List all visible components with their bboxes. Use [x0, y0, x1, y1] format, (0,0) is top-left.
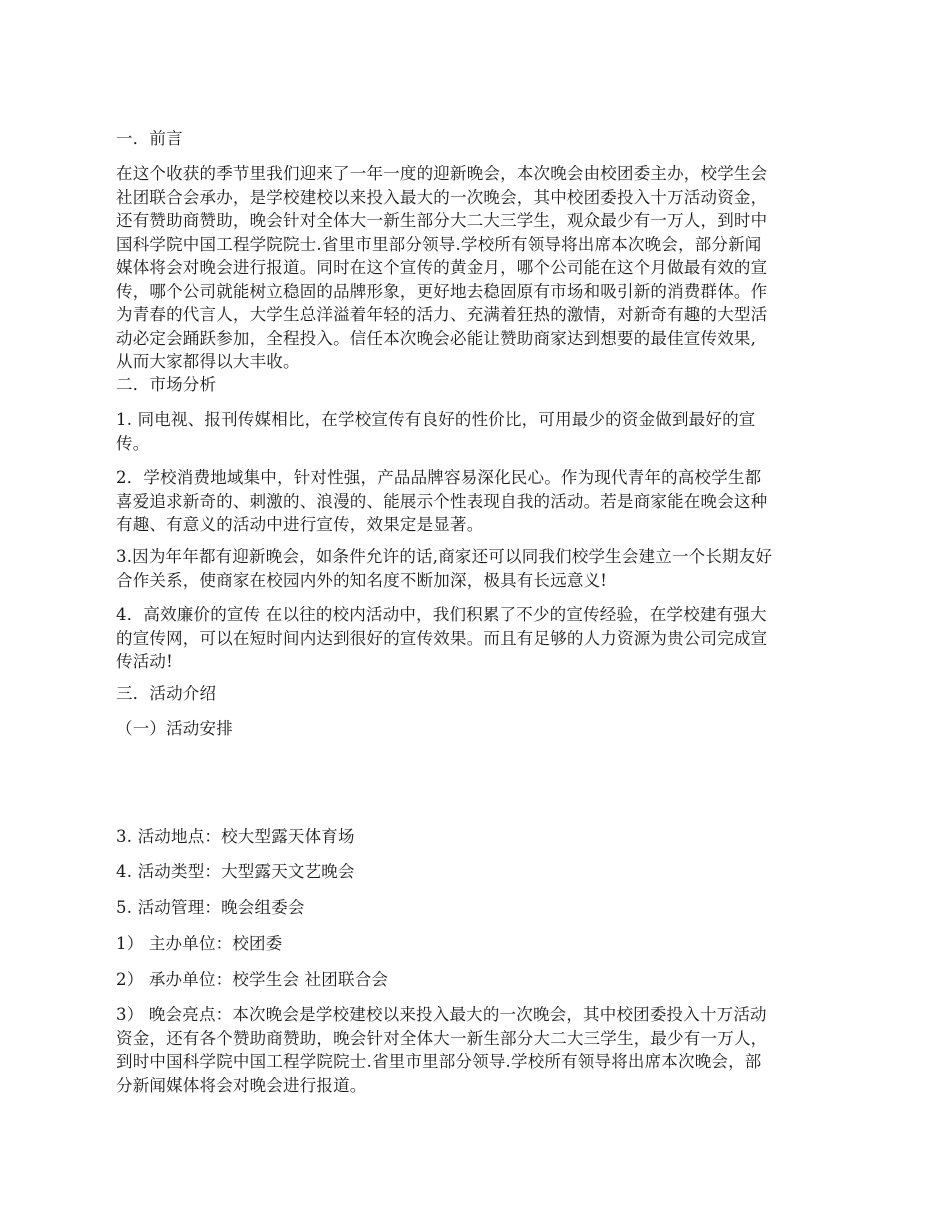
co-organizer: 2） 承办单位：校学生会 社团联合会: [116, 970, 389, 989]
market-point-1: 1. 同电视、报刊传媒相比，在学校宣传有良好的性价比，可用最少的资金做到最好的宣 传。: [116, 410, 756, 453]
market-point-3: 3.因为年年都有迎新晚会，如条件允许的话,商家还可以同我们校学生会建立一个长期友好 合作关系，使商家在校园内外的知名度不断加深，极具有长远意义!: [116, 547, 773, 590]
activity-management: 5. 活动管理：晚会组委会: [116, 898, 305, 917]
section-heading-market-analysis: 二．市场分析: [116, 375, 217, 394]
market-point-2: 2．学校消费地域集中，针对性强，产品品牌容易深化民心。作为现代青年的高校学生都 喜爱追求新奇的、刺激的、浪漫的、能展示个性表现自我的活动。若是商家能在晚会这种 有趣、有意义的活动中进行宣传，效果定是显著。: [116, 468, 768, 534]
market-point-4: 4．高效廉价的宣传 在以往的校内活动中，我们积累了不少的宣传经验，在学校建有强大 的宣传网，可以在短时间内达到很好的宣传效果。而且有足够的人力资源为贵公司完成宣 传活动!: [116, 605, 768, 671]
organizer: 1） 主办单位：校团委: [116, 934, 283, 953]
subheading-activity-arrangement: （一）活动安排: [116, 719, 233, 738]
activity-type: 4. 活动类型：大型露天文艺晚会: [116, 862, 355, 881]
preface-paragraph: 在这个收获的季节里我们迎来了一年一度的迎新晚会，本次晚会由校团委主办，校学生会 社团联合会承办，是学校建校以来投入最大的一次晚会，其中校团委投入十万活动资金， 还有赞助商赞助，晚会针对全体大一新生部分大二大三学生，观众最少有一万人，到时中 国科学院中国工程学院院士.省里市里部分领导.学校所有领导将出席本次晚会，部分新闻 媒体将会对晚会进行报道。同时在这个宣传的黄金月，哪个公司能在这个月做最有效的宣 传，哪个公司就能树立稳固的品牌形象，更好地去稳固原有市场和吸引新的消费群体。作 为青春的代言人，大学生总洋溢着年轻的活力、充满着狂热的激情，对新奇有趣的大型活 动必定会踊跃参加，全程投入。信任本次晚会必能让赞助商家达到想要的最佳宣传效果, 从而大家都得以大丰收。: [116, 164, 768, 371]
section-heading-activity-intro: 三．活动介绍: [116, 684, 217, 703]
activity-location: 3. 活动地点：校大型露天体育场: [116, 827, 355, 846]
section-heading-preface: 一．前言: [116, 129, 183, 148]
gala-highlights: 3） 晚会亮点：本次晚会是学校建校以来投入最大的一次晚会，其中校团委投入十万活动 资金，还有各个赞助商赞助，晚会针对全体大一新生部分大二大三学生，最少有一万人， 到时中国科学院中国工程学院院士.省里市里部分领导.学校所有领导将出席本次晚会，部 分新闻媒体将会对晚会进行报道。: [116, 1005, 768, 1095]
